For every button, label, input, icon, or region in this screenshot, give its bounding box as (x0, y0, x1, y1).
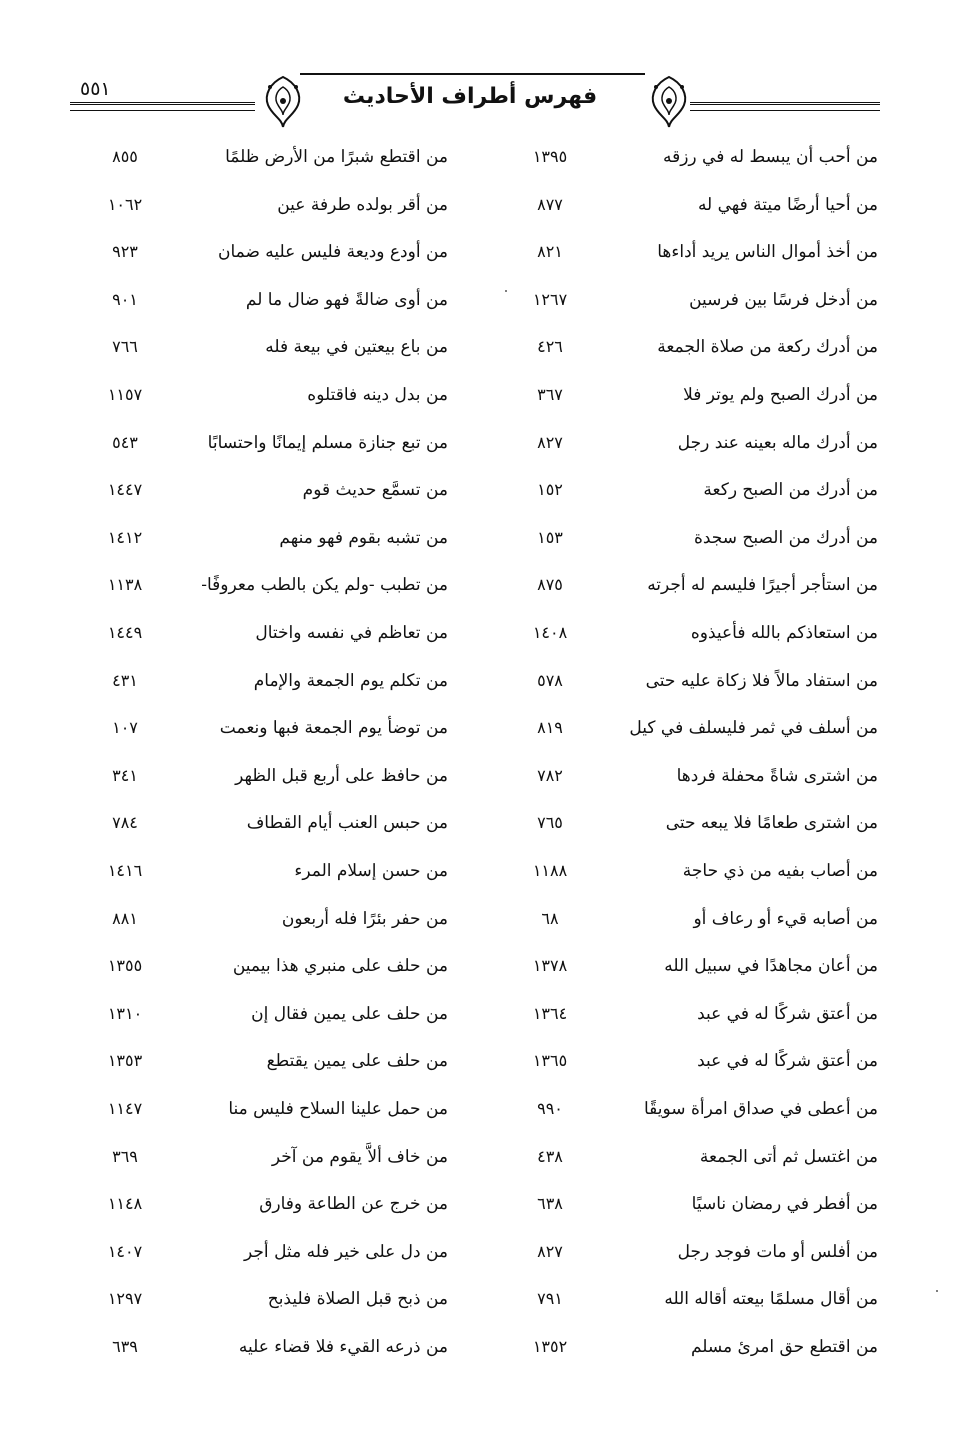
speck (505, 290, 507, 292)
left-entry-text: من حافظ على أربع قبل الظهر (235, 766, 448, 786)
header-arch-line (300, 73, 645, 75)
right-entry-number: ٨٢٧ (537, 1242, 563, 1261)
left-entry-number: ٦٣٩ (112, 1337, 138, 1356)
right-entry-text: من استفاد مالاً فلا زكاة عليه حتى (645, 671, 878, 691)
right-entry-text: من أفلس أو مات فوجد رجل (677, 1242, 878, 1262)
right-entry-text: من استأجر أجيرًا فليسم له أجرته (647, 575, 878, 595)
right-entry-number: ٨٢٧ (537, 433, 563, 452)
left-entry-number: ٩٢٣ (112, 242, 138, 261)
left-entry-number: ١٣١٠ (107, 1004, 143, 1023)
right-entry-text: من أعطى في صداق امرأة سويقًا (644, 1099, 878, 1119)
left-entry-text: من باع بيعتين في بيعة فله (265, 337, 448, 357)
left-entry-text: من خرج عن الطاعة وفارق (259, 1194, 448, 1214)
right-entry-text: من أصابه قيء أو رعاف أو (693, 909, 878, 929)
left-entry-text: من تبع جنازة مسلم إيمانًا واحتسابًا (207, 433, 448, 453)
right-entry-text: من أدرك الصبح ولم يوتر فلا (683, 385, 878, 405)
page-header (70, 70, 880, 140)
left-entry-text: من خاف ألاَّ يقوم من آخر (271, 1147, 448, 1167)
left-entry-text: من حفر بئرًا فله أربعون (281, 909, 448, 929)
right-entry-number: ٧٩١ (537, 1289, 563, 1308)
speck (936, 1290, 938, 1292)
right-entry-number: ٧٦٥ (537, 813, 563, 832)
right-entry-number: ٤٣٨ (537, 1147, 563, 1166)
right-entry-number: ١٣٦٤ (532, 1004, 568, 1023)
left-entry-number: ١٤٠٧ (107, 1242, 143, 1261)
left-entry-number: ٧٨٤ (112, 813, 138, 832)
right-entry-text: من اقتطع حق امرئ مسلم (690, 1337, 878, 1357)
page-title: فهرس أطراف الأحاديث (342, 84, 598, 109)
right-entry-number: ١٤٠٨ (532, 623, 568, 642)
left-entry-text: من تشبه بقوم فهو منهم (279, 528, 448, 548)
left-entry-number: ١١٤٨ (107, 1194, 143, 1213)
header-rule-right (690, 102, 880, 105)
left-entry-number: ١٣٥٣ (107, 1051, 143, 1070)
right-entry-number: ٦٨ (541, 909, 559, 928)
ornament-icon (260, 73, 306, 131)
right-entry-number: ١٥٣ (537, 528, 563, 547)
right-entry-text: من أعان مجاهدًا في سبيل الله (664, 956, 878, 976)
left-entry-number: ١٤١٦ (107, 861, 143, 880)
right-entry-number: ٦٣٨ (537, 1194, 563, 1213)
right-entry-text: من أخذ أموال الناس يريد أداءها (657, 242, 878, 262)
left-entry-text: من حلف على منبري هذا بيمين (232, 956, 448, 976)
left-entry-text: من حمل علينا السلاح فليس منا (228, 1099, 448, 1119)
left-entry-number: ٨٨١ (112, 909, 138, 928)
left-entry-number: ٤٣١ (112, 671, 138, 690)
left-entry-text: من تكلم يوم الجمعة والإمام (253, 671, 448, 691)
left-entry-text: من تسمَّع حديث قوم (302, 480, 448, 500)
right-entry-text: من اغتسل ثم أتى الجمعة (699, 1147, 878, 1167)
right-entry-number: ١٣٧٨ (532, 956, 568, 975)
left-entry-text: من تعاظم في نفسه واختال (255, 623, 448, 643)
right-entry-text: من أعتق شركًا له في عبد (697, 1051, 878, 1071)
left-entry-number: ٩٠١ (112, 290, 138, 309)
right-entry-text: من أصاب بفيه من ذي حاجة (682, 861, 878, 881)
header-rule-left-thin (70, 110, 255, 111)
left-entry-number: ٣٤١ (112, 766, 138, 785)
right-entry-number: ٣٦٧ (537, 385, 563, 404)
right-entry-text: من أقال مسلمًا بيعته أقاله الله (664, 1289, 878, 1309)
left-entry-text: من ذبح قبل الصلاة فليذبح (267, 1289, 448, 1309)
right-entry-text: من أدرك من الصبح ركعة (703, 480, 878, 500)
header-rule-left (70, 102, 255, 105)
left-entry-text: من توضأ يوم الجمعة فبها ونعمت (219, 718, 448, 738)
right-entry-number: ٨٢١ (537, 242, 563, 261)
right-entry-number: ٨٧٧ (537, 195, 563, 214)
right-entry-text: من أدرك ركعة من صلاة الجمعة (657, 337, 878, 357)
page-number: ٥٥١ (80, 78, 111, 100)
right-entry-text: من أفطر في رمضان ناسيًا (691, 1194, 878, 1214)
left-entry-number: ١١٣٨ (107, 575, 143, 594)
left-entry-number: ٥٤٣ (112, 433, 138, 452)
left-entry-number: ٨٥٥ (112, 147, 138, 166)
right-entry-number: ١٣٩٥ (532, 147, 568, 166)
left-entry-text: من أقر بولده طرفة عين (277, 195, 448, 215)
right-entry-text: من أحب أن يبسط له في رزقه (662, 147, 878, 167)
left-entry-text: من تطبب -ولم يكن بالطب معروفًا- (201, 575, 448, 595)
left-entry-text: من أوى ضالةً فهو ضال ما لم (245, 290, 448, 310)
right-entry-number: ٨٧٥ (537, 575, 563, 594)
right-entry-text: من أدخل فرسًا بين فرسين (689, 290, 878, 310)
right-entry-number: ١٢٦٧ (532, 290, 568, 309)
left-entry-number: ١١٤٧ (107, 1099, 143, 1118)
header-rule-right-thin (690, 110, 880, 111)
right-entry-number: ١١٨٨ (532, 861, 568, 880)
left-entry-text: من بدل دينه فاقتلوه (307, 385, 448, 405)
left-entry-number: ١٣٥٥ (107, 956, 143, 975)
left-entry-number: ١٤٤٧ (107, 480, 143, 499)
left-entry-number: ١٠٦٢ (107, 195, 143, 214)
right-entry-number: ٨١٩ (537, 718, 563, 737)
left-entry-text: من حبس العنب أيام القطاف (246, 813, 448, 833)
left-entry-number: ٧٦٦ (112, 337, 138, 356)
right-entry-number: ٧٨٢ (537, 766, 563, 785)
left-entry-number: ٣٦٩ (112, 1147, 138, 1166)
left-entry-number: ١٠٧ (112, 718, 138, 737)
right-entry-number: ٤٢٦ (537, 337, 563, 356)
left-entry-number: ١٢٩٧ (107, 1289, 143, 1308)
right-entry-text: من أدرك من الصبح سجدة (693, 528, 878, 548)
right-entry-text: من أدرك ماله بعينه عند رجل (677, 433, 878, 453)
right-entry-text: من أحيا أرضًا ميتة فهي له (697, 195, 878, 215)
right-entry-text: من أعتق شركًا له في عبد (697, 1004, 878, 1024)
right-entry-text: من اشترى شاةً محفلة فردها (676, 766, 878, 786)
right-entry-text: من استعاذكم بالله فأعيذوه (690, 623, 878, 643)
right-entry-text: من اشترى طعامًا فلا يبعه حتى (665, 813, 878, 833)
right-entry-number: ١٥٢ (537, 480, 563, 499)
ornament-icon (646, 73, 692, 131)
right-entry-number: ١٣٦٥ (532, 1051, 568, 1070)
left-entry-text: من ذرعه القيء فلا قضاء عليه (238, 1337, 448, 1357)
left-entry-text: من أودع وديعة فليس عليه ضمان (217, 242, 448, 262)
right-entry-number: ١٣٥٢ (532, 1337, 568, 1356)
left-entry-text: من اقتطع شبرًا من الأرض ظلمًا (225, 147, 448, 167)
left-entry-text: من حلف على يمين فقال إن (251, 1004, 448, 1024)
left-entry-number: ١٤١٢ (107, 528, 143, 547)
left-entry-text: من حلف على يمين يقتطع (266, 1051, 448, 1071)
left-entry-number: ١١٥٧ (107, 385, 143, 404)
left-entry-text: من حسن إسلام المرء (294, 861, 448, 881)
right-entry-text: من أسلف في ثمر فليسلف في كيل (629, 718, 878, 738)
left-entry-text: من دل على خير فله مثل أجر (244, 1242, 448, 1262)
right-entry-number: ٩٩٠ (537, 1099, 563, 1118)
right-entry-number: ٥٧٨ (537, 671, 563, 690)
left-entry-number: ١٤٤٩ (107, 623, 143, 642)
